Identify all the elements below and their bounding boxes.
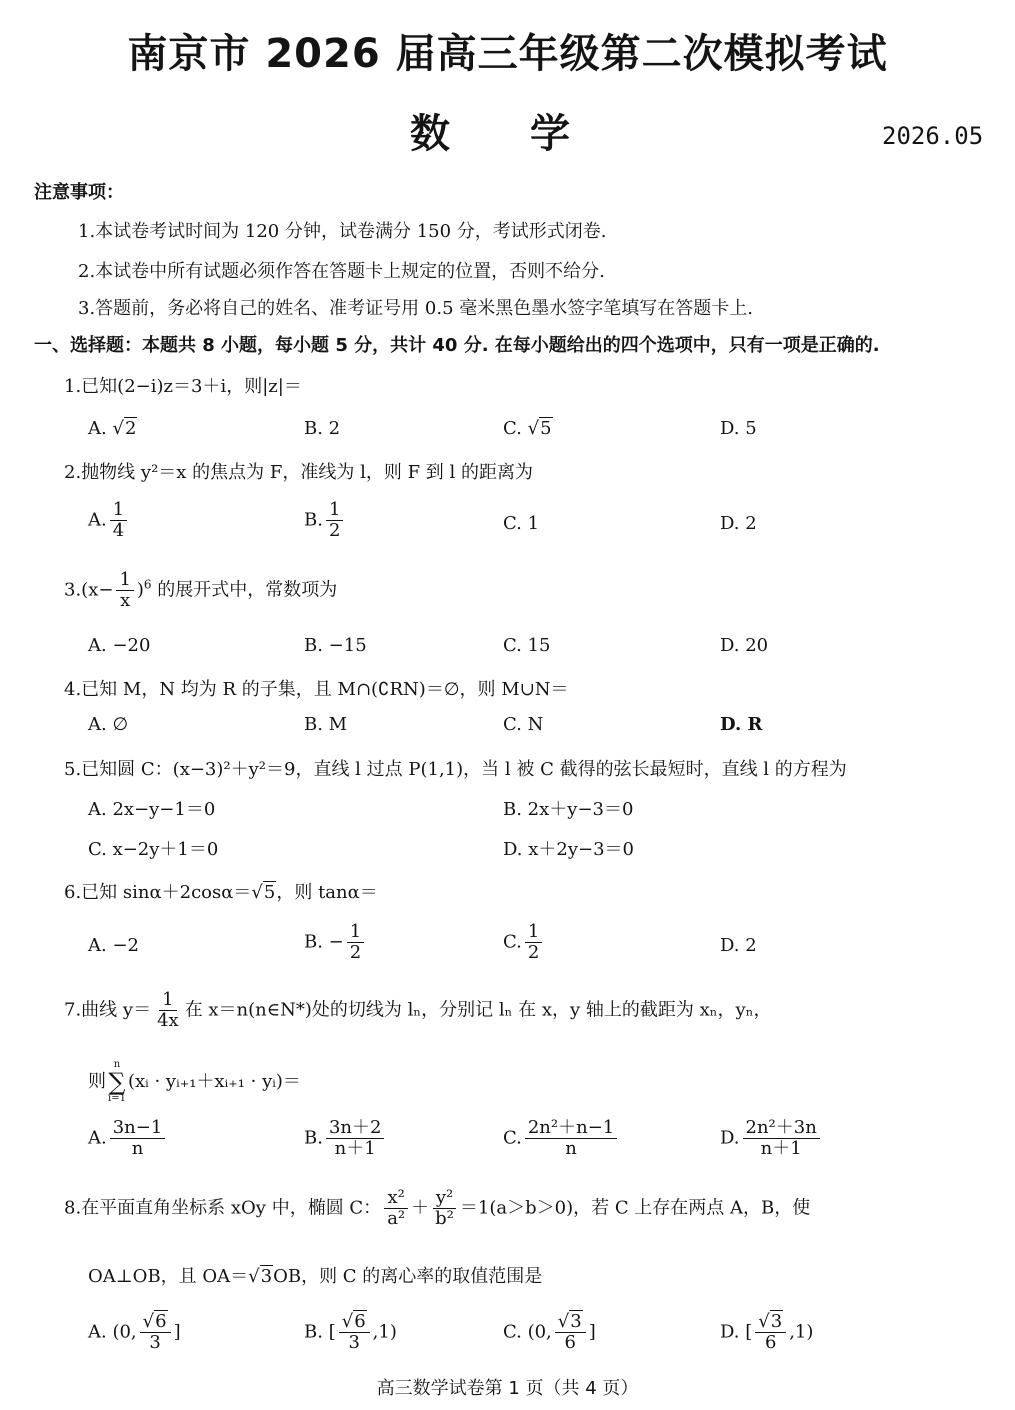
q3-option-a: A. −20 bbox=[88, 635, 151, 656]
subject-char-2: 学 bbox=[530, 111, 572, 157]
q4-option-d: D. R bbox=[720, 714, 763, 735]
q1-option-c: C. √5 bbox=[503, 418, 552, 439]
q7-option-d: D. $\frac{\text{2n²＋3n}}{n+1}$ bbox=[720, 1118, 823, 1159]
notice-item: 2.本试卷中所有试题必须作答在答题卡上规定的位置，否则不给分. bbox=[78, 261, 605, 282]
question-2-stem: 2.抛物线 y²＝x 的焦点为 F，准线为 l，则 F 到 l 的距离为 bbox=[64, 462, 533, 483]
q8-option-c: C. (0, $\frac{√3}{6}$ ] bbox=[503, 1311, 596, 1353]
q2-option-c: C. 1 bbox=[503, 513, 540, 534]
notice-heading: 注意事项： bbox=[34, 182, 124, 203]
question-8-stem: 8.在平面直角坐标系 xOy 中，椭圆 C： $\frac{\text{x²}}{\text{a²}}$ ＋ $\frac{\text{y²}}{\text{b²}}$ ＝1(a＞b＞0)，若 C 上存在两点 A，B，使 bbox=[64, 1187, 811, 1229]
subject-char-1: 数 bbox=[410, 111, 452, 157]
notice-item: 3.答题前，务必将自己的姓名、准考证号用 0.5 毫米黑色墨水签字笔填写在答题卡上. bbox=[78, 298, 753, 319]
question-8-condition: OA⊥OB，且 OA＝√3OB，则 C 的离心率的取值范围是 bbox=[88, 1266, 543, 1287]
question-4-stem: 4.已知 M，N 均为 R 的子集，且 M∩(∁RN)＝∅，则 M∪N＝ bbox=[64, 679, 569, 700]
q3-option-b: B. −15 bbox=[304, 635, 367, 656]
q2-option-b: B. $\frac{1}{2}$ bbox=[304, 500, 346, 541]
q2-option-a: A. $\frac{1}{4}$ bbox=[88, 500, 130, 541]
q4-option-b: B. M bbox=[304, 714, 348, 735]
q6-option-d: D. 2 bbox=[720, 935, 757, 956]
q8-option-d: D. [ $\frac{√3}{6}$ ,1) bbox=[720, 1311, 814, 1353]
q5-option-d: D. x＋2y−3＝0 bbox=[503, 839, 634, 860]
question-7-sum: 则 n ∑ i=1 (xᵢ · yᵢ₊₁＋xᵢ₊₁ · yᵢ)＝ bbox=[88, 1059, 301, 1104]
q6-option-a: A. −2 bbox=[88, 935, 139, 956]
q4-option-c: C. N bbox=[503, 714, 544, 735]
q7-option-c: C. $\frac{\text{2n²＋n−1}}{n}$ bbox=[503, 1118, 620, 1159]
q6-option-b: B. − $\frac{1}{2}$ bbox=[304, 922, 367, 963]
q1-option-a: A. √2 bbox=[88, 418, 137, 439]
notice-item: 1.本试卷考试时间为 120 分钟，试卷满分 150 分，考试形式闭卷. bbox=[78, 221, 607, 242]
q3-option-d: D. 20 bbox=[720, 635, 769, 656]
subject-title bbox=[410, 102, 572, 159]
q8-option-a: A. (0, $\frac{√6}{3}$ ] bbox=[88, 1311, 181, 1353]
question-6-stem: 6.已知 sinα＋2cosα＝√5，则 tanα＝ bbox=[64, 882, 378, 903]
q4-option-a: A. ∅ bbox=[88, 714, 129, 735]
exam-title: 南京市 2026 届高三年级第二次模拟考试 bbox=[127, 31, 888, 77]
q5-option-a: A. 2x−y−1＝0 bbox=[88, 799, 216, 820]
q5-option-b: B. 2x＋y−3＝0 bbox=[503, 799, 634, 820]
question-1-stem: 1.已知(2−i)z＝3＋i，则|z|＝ bbox=[64, 376, 302, 397]
q7-option-a: A. $\frac{3n-1}{n}$ bbox=[88, 1118, 168, 1159]
exam-date: 2026.05 bbox=[882, 122, 984, 150]
section-heading: 一、选择题：本题共 8 小题，每小题 5 分，共计 40 分. 在每小题给出的四个选项中，只有一项是正确的. bbox=[34, 335, 880, 356]
page-footer: 高三数学试卷第 1 页（共 4 页） bbox=[376, 1378, 639, 1399]
question-3-stem: 3.(x− $\frac{1}{x}$ )$^6$ 的展开式中，常数项为 bbox=[64, 569, 338, 611]
q8-option-b: B. [ $\frac{√6}{3}$ ,1) bbox=[304, 1311, 397, 1353]
q6-option-c: C. $\frac{1}{2}$ bbox=[503, 922, 545, 963]
q7-option-b: B. $\frac{3n+2}{n+1}$ bbox=[304, 1118, 387, 1159]
q1-option-b: B. 2 bbox=[304, 418, 341, 439]
q3-option-c: C. 15 bbox=[503, 635, 551, 656]
q5-option-c: C. x−2y＋1＝0 bbox=[88, 839, 219, 860]
question-5-stem: 5.已知圆 C：(x−3)²＋y²＝9，直线 l 过点 P(1,1)，当 l 被 C 截得的弦长最短时，直线 l 的方程为 bbox=[64, 759, 847, 780]
question-7-stem: 7.曲线 y＝ $\frac{1}{4x}$ 在 x＝n(n∈N*)处的切线为 lₙ，分别记 lₙ 在 x，y 轴上的截距为 xₙ，yₙ， bbox=[64, 989, 772, 1031]
q1-option-d: D. 5 bbox=[720, 418, 757, 439]
q2-option-d: D. 2 bbox=[720, 513, 757, 534]
